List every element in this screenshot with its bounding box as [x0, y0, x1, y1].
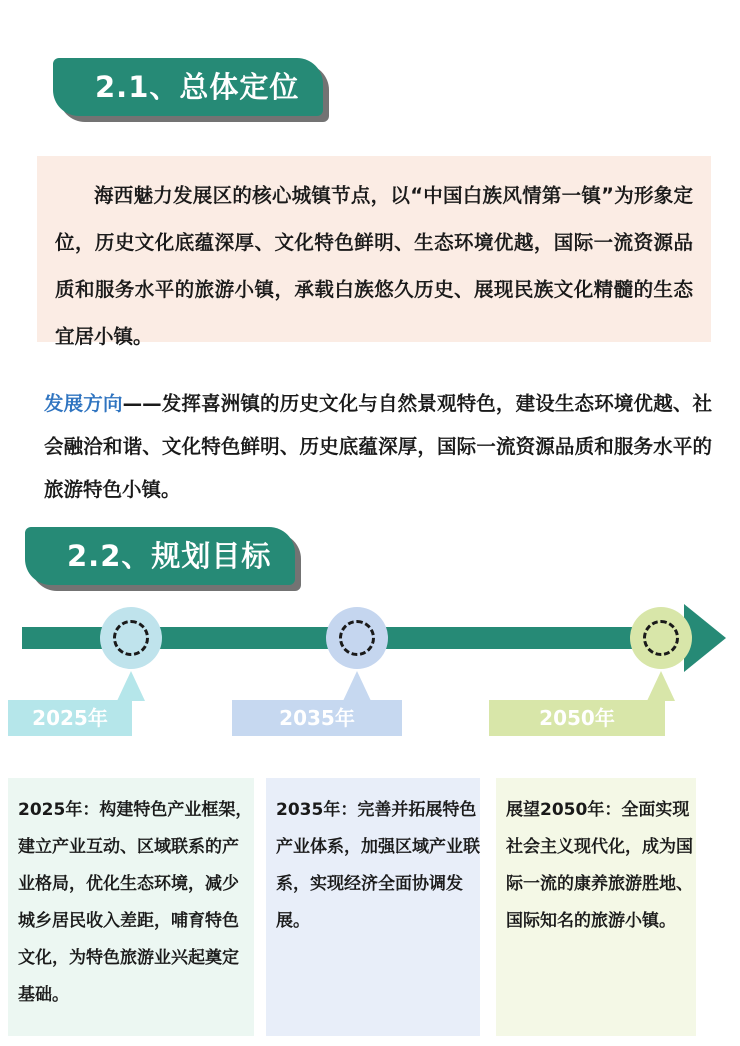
timeline-node-2035: [326, 607, 388, 669]
year-label-2050: 2050年: [489, 700, 665, 736]
dashed-circle-icon: [113, 620, 149, 656]
year-label-2035: 2035年: [232, 700, 402, 736]
year-label-2025: 2025年: [8, 700, 132, 736]
year-pointer: [647, 671, 675, 701]
direction-keyword: 发展方向: [44, 392, 123, 415]
section-heading-planning-goals: 2.2、规划目标: [25, 527, 295, 585]
year-pointer: [117, 671, 145, 701]
year-pointer: [343, 671, 371, 701]
section-heading-overall-positioning: 2.1、总体定位: [53, 58, 323, 116]
timeline-node-2025: [100, 607, 162, 669]
positioning-paragraph: 海西魅力发展区的核心城镇节点，以“中国白族风情第一镇”为形象定位，历史文化底蕴深厚、文化特色鲜明、生态环境优越，国际一流资源品质和服务水平的旅游小镇，承载白族悠久历史、展现民族文化精髓的生态宜居小镇。: [37, 156, 711, 342]
direction-text: ——发挥喜洲镇的历史文化与自然景观特色，建设生态环境优越、社会融洽和谐、文化特色鲜明、历史底蕴深厚，国际一流资源品质和服务水平的旅游特色小镇。: [44, 392, 712, 501]
timeline-node-2050: [630, 607, 692, 669]
goal-card-2035: 2035年：完善并拓展特色产业体系，加强区域产业联系，实现经济全面协调发展。: [266, 778, 480, 1036]
goal-card-2050: 展望2050年：全面实现社会主义现代化，成为国际一流的康养旅游胜地、国际知名的旅游小镇。: [496, 778, 696, 1036]
goal-card-2025: 2025年：构建特色产业框架，建立产业互动、区域联系的产业格局，优化生态环境，减少城乡居民收入差距，哺育特色文化，为特色旅游业兴起奠定基础。: [8, 778, 254, 1036]
dashed-circle-icon: [643, 620, 679, 656]
dashed-circle-icon: [339, 620, 375, 656]
development-direction-paragraph: [44, 382, 712, 511]
